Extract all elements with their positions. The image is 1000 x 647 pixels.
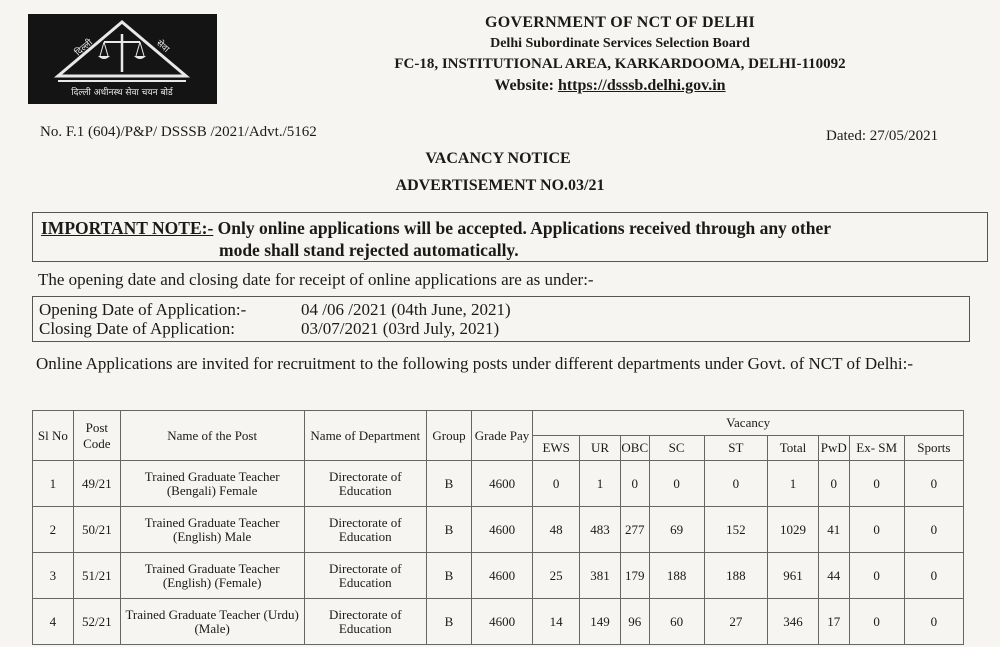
cell-sl: 1 xyxy=(33,461,74,507)
cell-total: 961 xyxy=(767,553,818,599)
cell-sc: 188 xyxy=(649,553,704,599)
cell-sl: 3 xyxy=(33,553,74,599)
important-note-box xyxy=(32,212,988,262)
cell-grade: 4600 xyxy=(471,599,532,645)
cell-post: Trained Graduate Teacher (Urdu) (Male) xyxy=(120,599,304,645)
notice-date: Dated: 27/05/2021 xyxy=(826,128,939,144)
cell-sports: 0 xyxy=(904,553,963,599)
cell-ur: 381 xyxy=(580,553,621,599)
svg-text:दिल्ली: दिल्ली xyxy=(73,38,95,59)
header-ur: UR xyxy=(580,436,621,461)
website-label: Website: xyxy=(494,77,554,94)
cell-exsm: 0 xyxy=(849,461,904,507)
cell-ur: 483 xyxy=(580,507,621,553)
cell-pwd: 41 xyxy=(818,507,849,553)
cell-st: 27 xyxy=(704,599,767,645)
header-ews: EWS xyxy=(533,436,580,461)
header-pwd: PwD xyxy=(818,436,849,461)
cell-sc: 0 xyxy=(649,461,704,507)
cell-ews: 25 xyxy=(533,553,580,599)
cell-code: 49/21 xyxy=(73,461,120,507)
header-address: FC-18, INSTITUTIONAL AREA, KARKARDOOMA, DELHI-110092 xyxy=(394,56,846,72)
cell-sports: 0 xyxy=(904,507,963,553)
cell-code: 51/21 xyxy=(73,553,120,599)
cell-sports: 0 xyxy=(904,461,963,507)
cell-exsm: 0 xyxy=(849,599,904,645)
cell-st: 0 xyxy=(704,461,767,507)
cell-post: Trained Graduate Teacher (English) (Female) xyxy=(120,553,304,599)
dates-intro: The opening date and closing date for receipt of online applications are as under:- xyxy=(38,270,594,289)
header-ex-sm: Ex- SM xyxy=(849,436,904,461)
header-group: Group xyxy=(427,411,472,461)
table-row xyxy=(33,599,964,645)
cell-group: B xyxy=(427,599,472,645)
cell-ur: 1 xyxy=(580,461,621,507)
important-note-line2: mode shall stand rejected automatically. xyxy=(219,240,519,260)
cell-pwd: 44 xyxy=(818,553,849,599)
cell-ews: 14 xyxy=(533,599,580,645)
recruitment-paragraph: Online Applications are invited for recruitment to the following posts under different departments under Govt. of NCT of Delhi:- xyxy=(36,354,914,373)
header-government: GOVERNMENT OF NCT OF DELHI xyxy=(484,14,756,31)
cell-post: Trained Graduate Teacher (Bengali) Female xyxy=(120,461,304,507)
header-obc: OBC xyxy=(620,436,649,461)
website-link[interactable]: https://dsssb.delhi.gov.in xyxy=(557,77,726,94)
cell-grade: 4600 xyxy=(471,461,532,507)
header-department: Name of Department xyxy=(304,411,427,461)
advertisement-number: ADVERTISEMENT NO.03/21 xyxy=(395,177,605,194)
header-sl-no: Sl No xyxy=(33,411,74,461)
header-post-name: Name of the Post xyxy=(120,411,304,461)
reference-number: No. F.1 (604)/P&P/ DSSSB /2021/Advt./5162 xyxy=(40,124,317,140)
cell-dept: Directorate of Education xyxy=(304,599,427,645)
cell-pwd: 17 xyxy=(818,599,849,645)
table-row xyxy=(33,461,964,507)
svg-text:सेवा: सेवा xyxy=(154,38,171,55)
header-st: ST xyxy=(704,436,767,461)
cell-st: 152 xyxy=(704,507,767,553)
closing-date-label: Closing Date of Application: xyxy=(39,319,235,338)
cell-code: 50/21 xyxy=(73,507,120,553)
header-website xyxy=(360,77,860,95)
cell-sl: 2 xyxy=(33,507,74,553)
cell-sports: 0 xyxy=(904,599,963,645)
important-note-line1: Only online applications will be accepted. Applications received through any other xyxy=(213,218,832,238)
header-grade-pay: Grade Pay xyxy=(471,411,532,461)
vacancy-table xyxy=(32,410,964,645)
cell-grade: 4600 xyxy=(471,507,532,553)
cell-obc: 96 xyxy=(620,599,649,645)
table-row xyxy=(33,553,964,599)
opening-date-label: Opening Date of Application:- xyxy=(39,300,247,319)
cell-total: 1029 xyxy=(767,507,818,553)
cell-group: B xyxy=(427,507,472,553)
header-board-name: Delhi Subordinate Services Selection Board xyxy=(490,36,750,51)
header-post-code: Post Code xyxy=(73,411,120,461)
closing-date-value: 03/07/2021 (03rd July, 2021) xyxy=(301,319,500,338)
cell-grade: 4600 xyxy=(471,553,532,599)
cell-ur: 149 xyxy=(580,599,621,645)
header-total: Total xyxy=(767,436,818,461)
important-note-label: IMPORTANT NOTE:- xyxy=(41,218,214,238)
cell-obc: 277 xyxy=(620,507,649,553)
cell-pwd: 0 xyxy=(818,461,849,507)
application-dates-box xyxy=(32,296,970,342)
cell-total: 346 xyxy=(767,599,818,645)
cell-obc: 179 xyxy=(620,553,649,599)
header-vacancy: Vacancy xyxy=(533,411,964,436)
cell-exsm: 0 xyxy=(849,507,904,553)
cell-obc: 0 xyxy=(620,461,649,507)
header-sc: SC xyxy=(649,436,704,461)
cell-sl: 4 xyxy=(33,599,74,645)
notice-title: VACANCY NOTICE xyxy=(425,150,571,167)
cell-group: B xyxy=(427,553,472,599)
cell-ews: 0 xyxy=(533,461,580,507)
cell-sc: 60 xyxy=(649,599,704,645)
cell-sc: 69 xyxy=(649,507,704,553)
cell-dept: Directorate of Education xyxy=(304,507,427,553)
cell-code: 52/21 xyxy=(73,599,120,645)
cell-dept: Directorate of Education xyxy=(304,553,427,599)
cell-dept: Directorate of Education xyxy=(304,461,427,507)
dsssb-logo xyxy=(28,14,217,104)
cell-post: Trained Graduate Teacher (English) Male xyxy=(120,507,304,553)
cell-exsm: 0 xyxy=(849,553,904,599)
cell-ews: 48 xyxy=(533,507,580,553)
table-row xyxy=(33,507,964,553)
scales-emblem-icon xyxy=(28,14,217,104)
header-sports: Sports xyxy=(904,436,963,461)
opening-date-value: 04 /06 /2021 (04th June, 2021) xyxy=(301,300,511,319)
cell-group: B xyxy=(427,461,472,507)
logo-motto: दिल्ली अधीनस्थ सेवा चयन बोर्ड xyxy=(71,88,173,98)
cell-total: 1 xyxy=(767,461,818,507)
cell-st: 188 xyxy=(704,553,767,599)
